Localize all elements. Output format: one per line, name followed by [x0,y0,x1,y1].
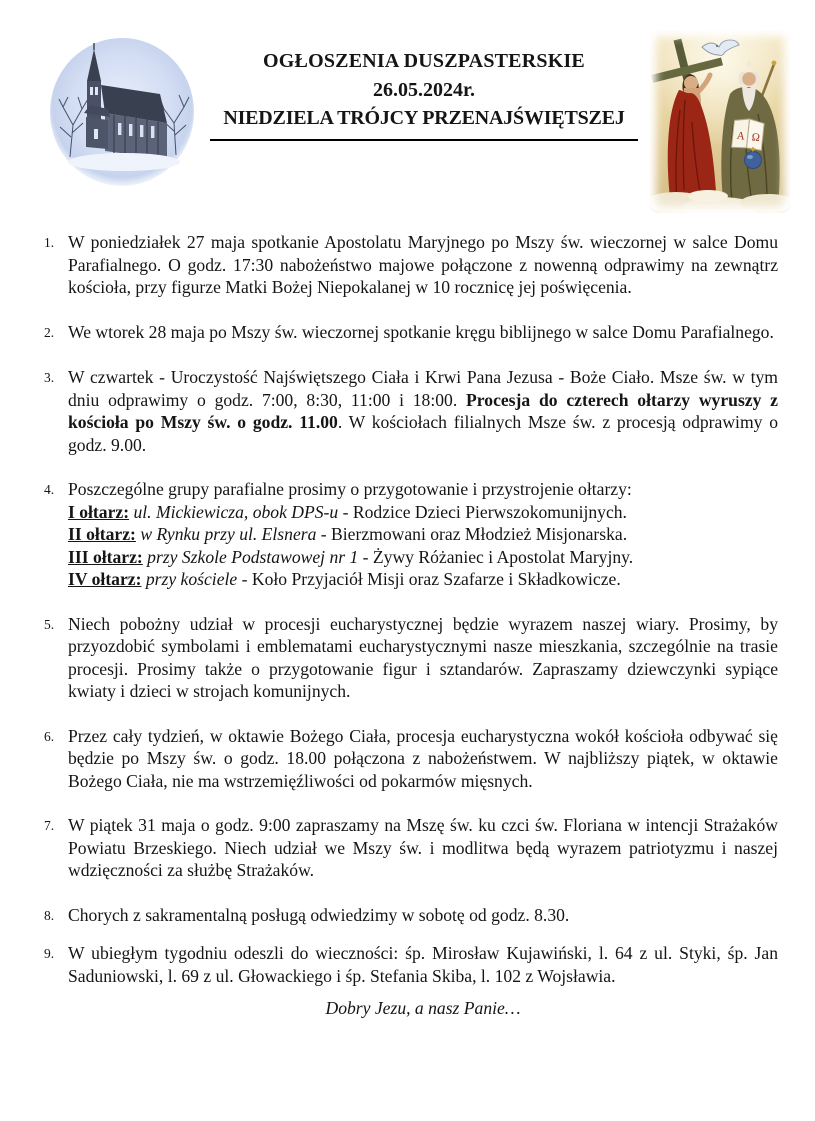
book-omega-letter: Ω [751,131,761,145]
announcement-item-1 [44,231,778,299]
announcement-item-6 [44,725,778,793]
item-text: W piątek 31 maja o godz. 9:00 zapraszamy na Mszę św. ku czci św. Floriana w intencji Strażaków Powiatu Brzeskiego. Niech udział we Mszy św. i modlitwa będą wyrazem patriotyzmu i naszej wdzięczności za służbę Strażaków. [68,815,778,880]
altar-label: I ołtarz: [68,501,130,522]
altar-label: II ołtarz: [68,524,136,544]
item-text: Przez cały tydzień, w oktawie Bożego Ciała, procesja eucharystyczna wokół kościoła odbywać się będzie po Mszy św. o godz. 18.00 połączona z nabożeństwem. W najbliższy piątek, w oktawie Bożego Ciała, nie ma wstrzemięźliwości od pokarmów mięsnych. [68,725,778,791]
altar-line-2 [68,523,778,546]
altar-group: - Koło Przyjaciół Misji oraz Szafarze i Składkowicze. [237,569,621,589]
document-subtitle: NIEDZIELA TRÓJCY PRZENAJŚWIĘTSZEJ [223,107,625,129]
altar-group: - Bierzmowani oraz Młodzież Misjonarska. [316,524,628,544]
announcement-item-7 [44,814,778,882]
item-text-lead: W czwartek - Uroczystość Najświętszego Ciała i Krwi Pana Jezusa - Boże Ciało. Msze św. w tym dniu odprawimy o godz. 7:00, 8:30, 11:00 i 18:00. [68,367,778,410]
announcement-item-9 [44,942,778,987]
announcement-item-2 [44,321,778,345]
item-text: Niech pobożny udział w procesji eucharystycznej będzie wyrazem naszej wiary. Prosimy, by przyozdobić symbolami i emblematami eucharystycznymi nasze mieszkania, szczególnie na trasie procesji. Prosimy także o przygotowanie figur i sztandarów. Zapraszamy dziewczynki sypiące kwiaty i dzieci w strojach komunijnych. [68,613,778,701]
announcement-item-4 [44,478,778,591]
altar-location: w Rynku przy ul. Elsnera [135,524,317,544]
closing-prayer: Dobry Jezu, a nasz Panie… [325,998,521,1018]
item-text [68,366,778,456]
altar-location: ul. Mickiewicza, obok DPS-u [129,501,339,522]
item-number: 6. [44,728,55,744]
alpha-omega-book [732,117,765,150]
altars-intro: Poszczególne grupy parafialne prosimy o przygotowanie i przystrojenie ołtarzy: [68,479,632,499]
item-number: 4. [44,482,55,497]
altar-label: III ołtarz: [68,546,143,567]
altar-group: - Żywy Różaniec i Apostolat Maryjny. [358,546,634,567]
item-number: 9. [44,946,55,961]
announcements-list [44,231,778,1020]
header-divider [210,139,638,141]
announcement-item-8 [44,904,778,928]
altar-group: - Rodzice Dzieci Pierwszokomunijnych. [338,501,627,522]
altar-line-4 [68,568,778,591]
altar-location: przy Szkole Podstawowej nr 1 [142,546,359,567]
item-text: W ubiegłym tygodniu odeszli do wieczności: śp. Mirosław Kujawiński, l. 64 z ul. Styki, śp. Jan Saduniowski, l. 69 z ul. Głowackiego i śp. Stefania Skiba, l. 102 z Wojsławia. [68,943,778,986]
item-text: Chorych z sakramentalną posługą odwiedzimy w sobotę od godz. 8.30. [68,904,570,925]
church-engraving-image [50,37,195,187]
holy-trinity-image [650,30,790,213]
document-date: 26.05.2024r. [372,79,476,101]
item-text: W poniedziałek 27 maja spotkanie Apostolatu Maryjnego po Mszy św. wieczornej w salce Domu Parafialnego. O godz. 17:30 nabożeństwo majowe połączone z nowenną odprawimy na zewnątrz kościoła, przy figurze Matki Bożej Niepokalanej w 10 rocznicę jej poświęcenia. [68,232,778,297]
snow-ground [68,153,180,171]
item-number: 1. [44,235,55,250]
item-number: 8. [44,907,55,923]
item-number: 7. [44,818,55,833]
altar-label: IV ołtarz: [68,569,142,589]
item-text: We wtorek 28 maja po Mszy św. wieczornej spotkanie kręgu biblijnego w salce Domu Parafialnego. [68,321,774,342]
altar-line-1 [68,501,778,524]
book-alpha-letter: Α [736,129,746,143]
item-number: 5. [44,616,55,632]
document-title: OGŁOSZENIA DUSZPASTERSKIE [263,50,585,72]
church-engraving-graphic [50,37,195,187]
announcement-item-3 [44,366,778,456]
item-text-bold: Procesja do czterech ołtarzy wyruszy z kościoła po Mszy św. o godz. 11.00 [68,389,778,432]
announcement-item-5 [44,613,778,703]
altar-line-3 [68,546,778,569]
item-number: 2. [44,324,55,340]
document-header [198,47,650,141]
holy-trinity-graphic [650,30,790,213]
item-text-tail: . W kościołach filialnych Msze św. z procesją odprawimy o godz. 9.00. [68,412,778,455]
item-text [68,478,778,591]
altar-location: przy kościele [141,569,238,589]
item-number: 3. [44,370,55,385]
